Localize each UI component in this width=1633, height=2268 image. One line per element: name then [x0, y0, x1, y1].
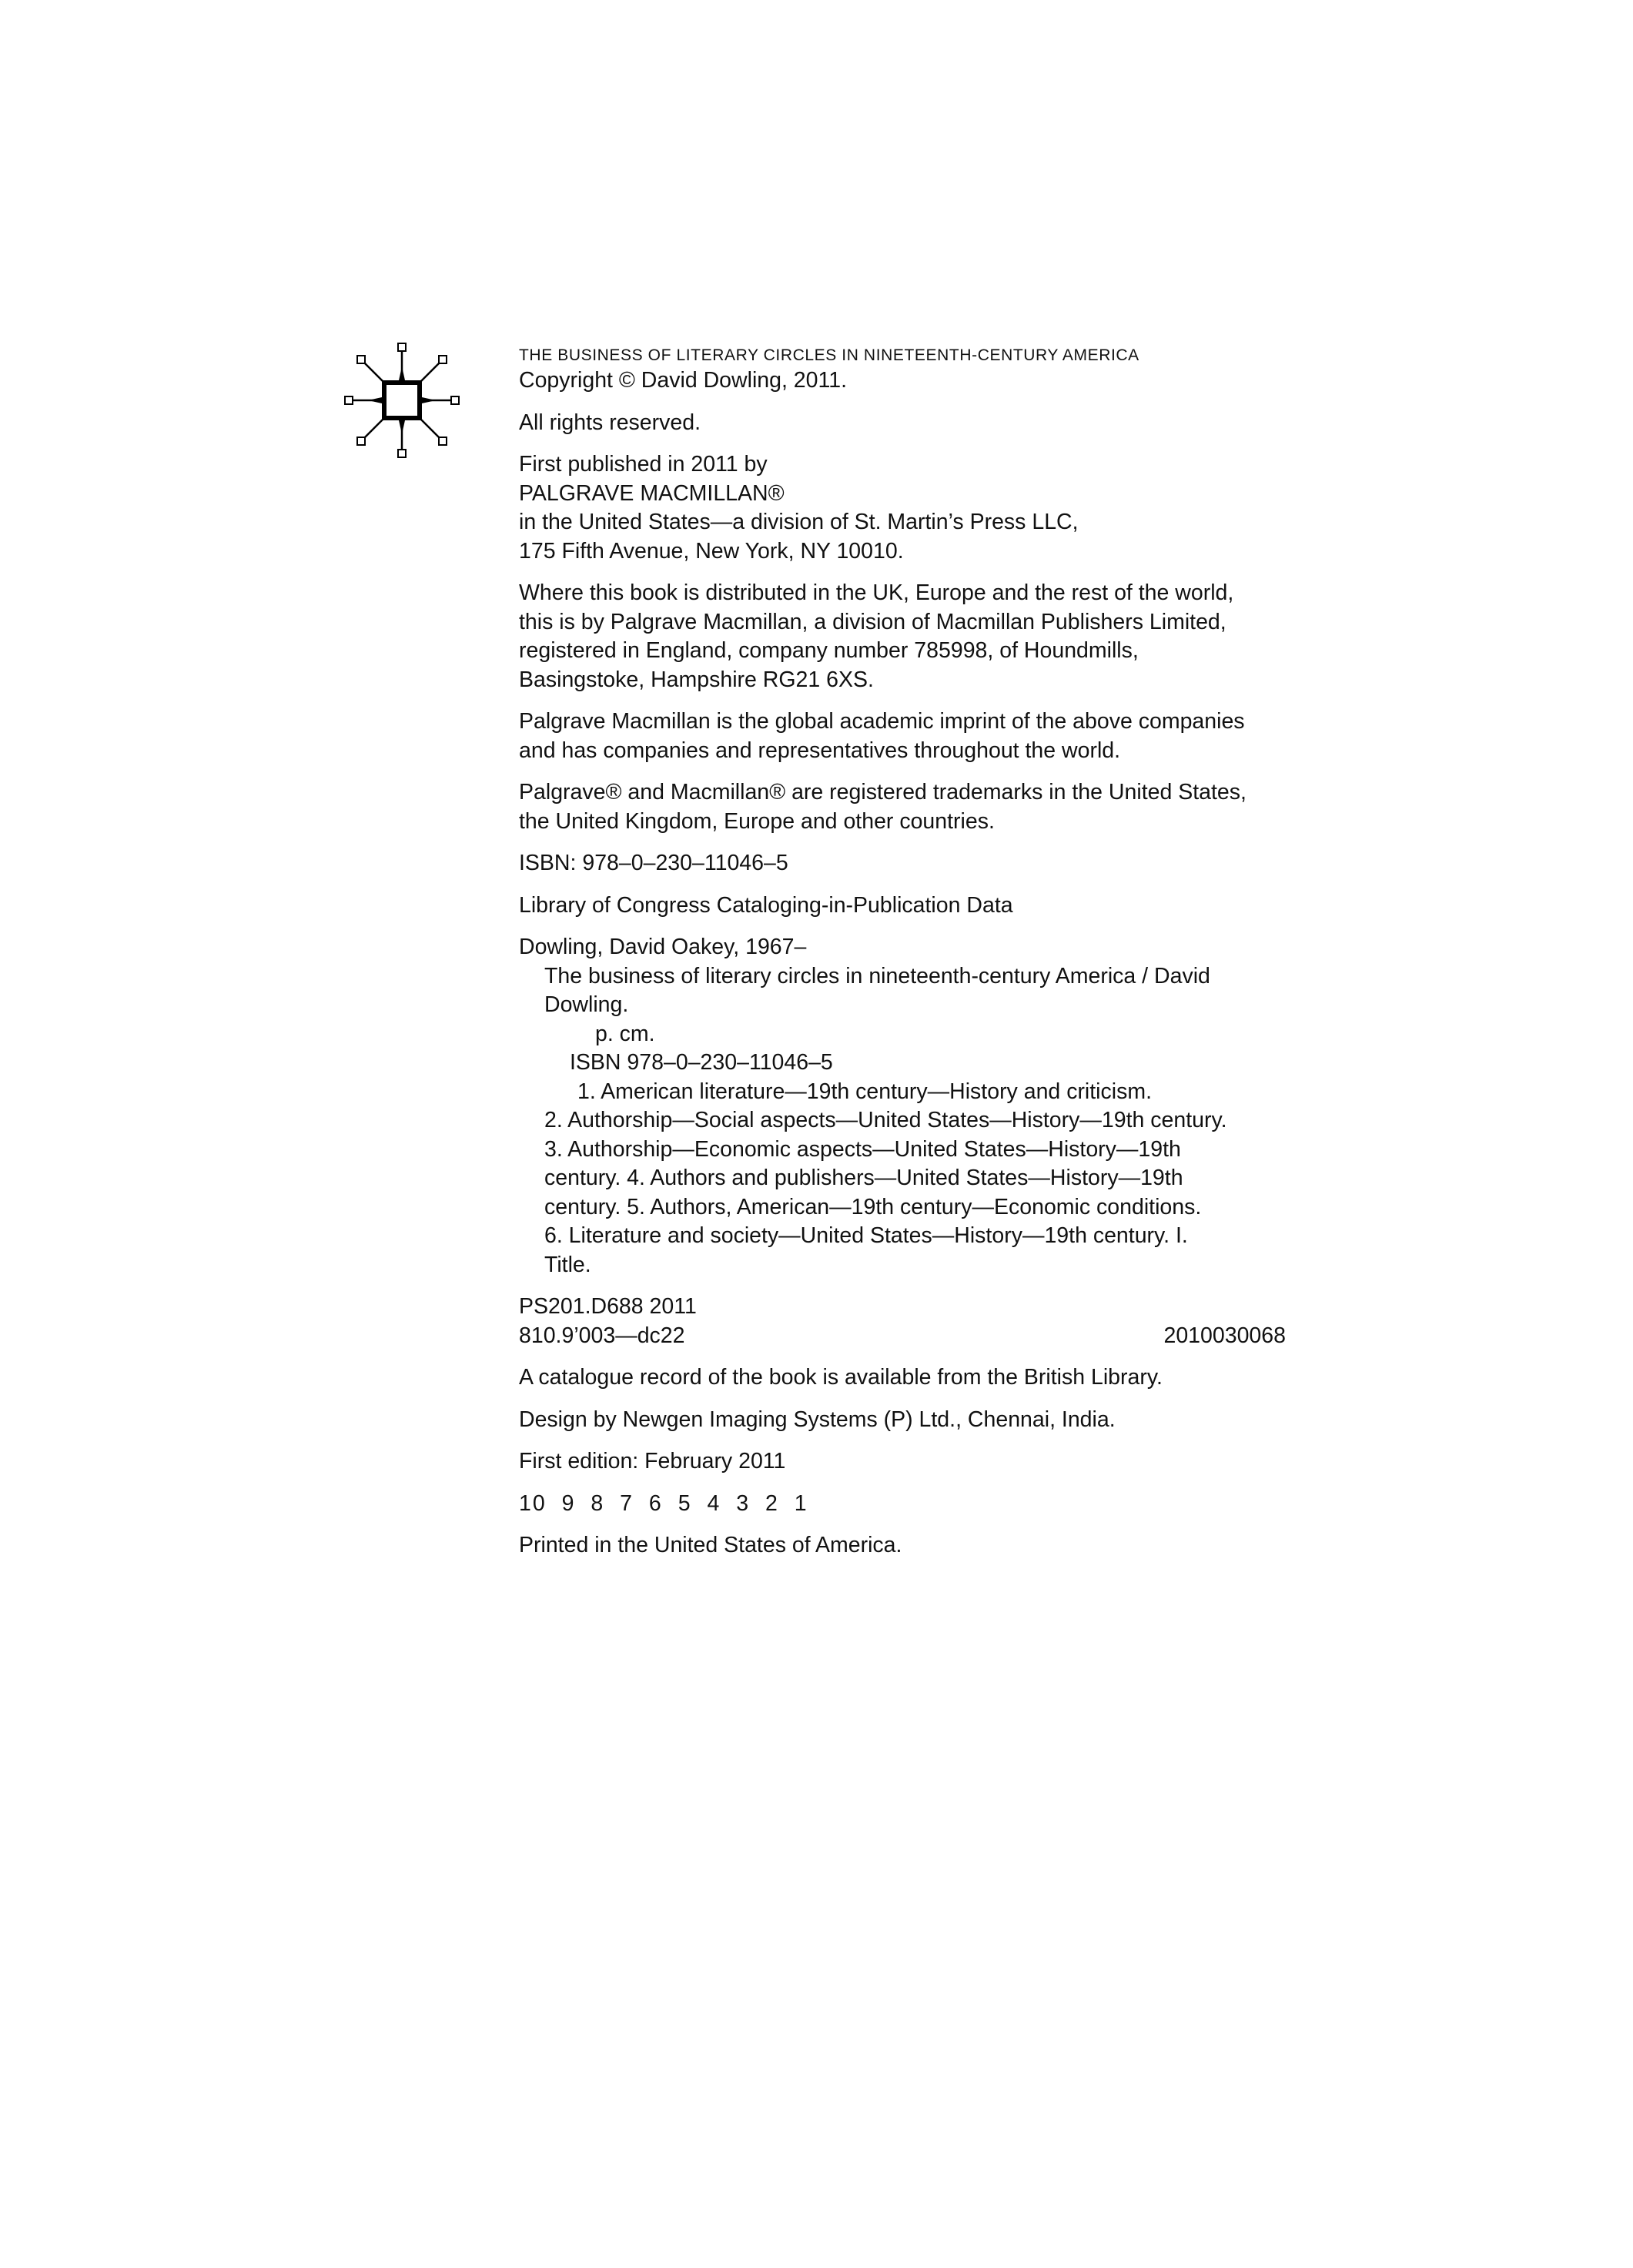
- text-line: this is by Palgrave Macmillan, a division of Macmillan Publishers Limited,: [519, 609, 1226, 634]
- design-credit: Design by Newgen Imaging Systems (P) Ltd., Chennai, India.: [519, 1407, 1116, 1432]
- cip-subject: 2. Authorship—Social aspects—United States—History—19th century.: [544, 1108, 1227, 1132]
- catalogue-record: A catalogue record of the book is available from the British Library.: [519, 1365, 1163, 1390]
- lc-classification: PS201.D688 2011: [519, 1294, 697, 1319]
- text-line: Palgrave® and Macmillan® are registered trademarks in the United States,: [519, 780, 1247, 805]
- imprint-notice: [519, 707, 1289, 765]
- lc-control-number: 2010030068: [1163, 1323, 1286, 1348]
- loc-heading: Library of Congress Cataloging-in-Publication Data: [519, 892, 1013, 918]
- cip-title: Dowling.: [544, 992, 629, 1017]
- cip-isbn: ISBN 978–0–230–11046–5: [570, 1050, 833, 1075]
- text-line: Basingstoke, Hampshire RG21 6XS.: [519, 667, 874, 692]
- cip-subject: century. 5. Authors, American—19th century—Economic conditions.: [544, 1194, 1202, 1219]
- text-line: Where this book is distributed in the UK, Europe and the rest of the world,: [519, 580, 1234, 605]
- publisher-address: 175 Fifth Avenue, New York, NY 10010.: [519, 538, 904, 564]
- classification-row: [519, 1322, 1286, 1351]
- distribution-notice: [519, 579, 1289, 694]
- dewey-classification: 810.9’003—dc22: [519, 1323, 685, 1348]
- cip-author: Dowling, David Oakey, 1967–: [519, 935, 807, 959]
- text-line: the United Kingdom, Europe and other countries.: [519, 808, 995, 834]
- cip-pages: p. cm.: [595, 1021, 655, 1046]
- cip-title: The business of literary circles in nineteenth-century America / David: [544, 963, 1210, 988]
- classification-block: [519, 1293, 1289, 1350]
- cip-subject: 6. Literature and society—United States—History—19th century. I.: [544, 1223, 1188, 1248]
- isbn: ISBN: 978–0–230–11046–5: [519, 851, 788, 875]
- cip-subject: 1. American literature—19th century—History and criticism.: [577, 1079, 1153, 1104]
- trademark-notice: [519, 778, 1289, 836]
- edition: First edition: February 2011: [519, 1449, 786, 1474]
- network-node-icon: [343, 342, 460, 459]
- cip-subject: 3. Authorship—Economic aspects—United States—History—19th: [544, 1136, 1181, 1162]
- cip-data: [519, 933, 1289, 1280]
- publisher-line: in the United States—a division of St. Martin’s Press LLC,: [519, 510, 1079, 534]
- publisher-line: First published in 2011 by: [519, 452, 768, 477]
- text-line: registered in England, company number 785998, of Houndmills,: [519, 638, 1139, 663]
- cip-subject: century. 4. Authors and publishers—United States—History—19th: [544, 1166, 1183, 1190]
- printed-in: Printed in the United States of America.: [519, 1533, 902, 1557]
- copyright-page: [519, 345, 1289, 1574]
- printing-line: 10 9 8 7 6 5 4 3 2 1: [519, 1490, 808, 1516]
- cip-subject: Title.: [544, 1252, 591, 1277]
- text-line: and has companies and representatives throughout the world.: [519, 738, 1121, 763]
- text-line: Palgrave Macmillan is the global academic imprint of the above companies: [519, 709, 1245, 734]
- rights-notice: All rights reserved.: [519, 410, 701, 435]
- copyright-notice: Copyright © David Dowling, 2011.: [519, 368, 848, 393]
- series-title: THE BUSINESS OF LITERARY CIRCLES IN NINETEENTH-CENTURY AMERICA: [519, 346, 1139, 364]
- publisher-block: [519, 450, 1289, 566]
- publisher-name: PALGRAVE MACMILLAN®: [519, 480, 785, 506]
